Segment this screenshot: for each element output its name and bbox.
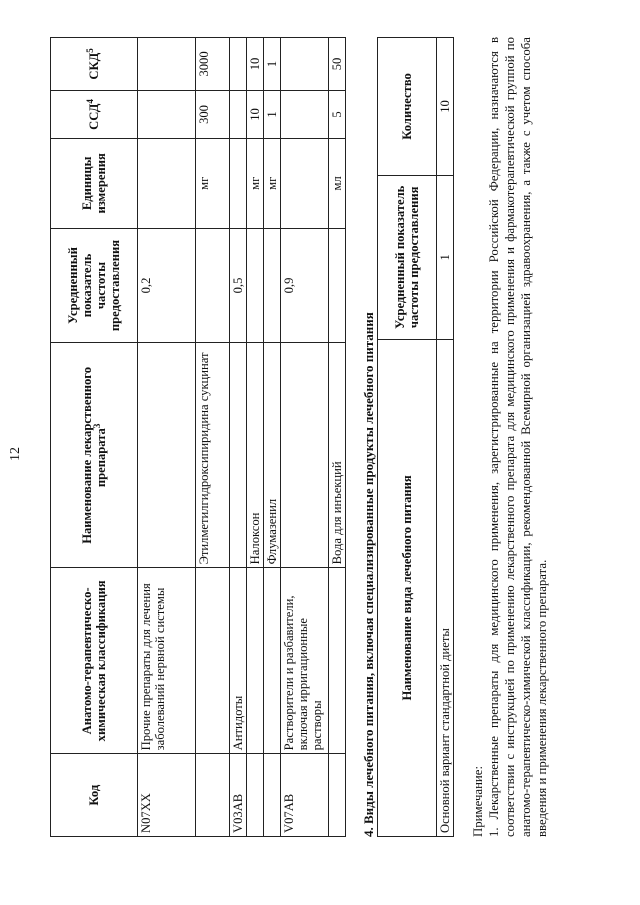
cell-sdd: 5 xyxy=(329,90,346,138)
cell-skd xyxy=(281,38,329,91)
cell-skd xyxy=(230,38,247,91)
note-1: 1. Лекарственные препараты для медицинского применения, зарегистрированные на территории Российской Федерации, назначаются в соответствии с инструкцией по применению лекарственного препарата для медицинского применения и фармакотерапевтической группой по анатомо-терапевтическо-химической классификации, рекомендованной Всемирной организацией здравоохранения, а также с учетом способа введения и применения лекарственного препарата. xyxy=(487,37,549,837)
table-row xyxy=(264,38,281,837)
cell-frequency xyxy=(196,228,230,343)
cell-unit: мг xyxy=(196,139,230,229)
cell-code: V07AB xyxy=(281,754,329,837)
cell-drug xyxy=(230,343,247,568)
cell-unit xyxy=(138,139,196,229)
table-row xyxy=(230,38,247,837)
cell-sdd xyxy=(281,90,329,138)
drugs-table xyxy=(50,37,346,837)
table-row xyxy=(281,38,329,837)
cell-sdd xyxy=(138,90,196,138)
cell-drug: Вода для инъекций xyxy=(329,343,346,568)
table-row xyxy=(247,38,264,837)
cell-drug xyxy=(281,343,329,568)
cell-frequency: 0,9 xyxy=(281,228,329,343)
cell-skd xyxy=(138,38,196,91)
header-drug: Наименование лекарственного препарата$^3$ xyxy=(51,343,138,568)
header-sdd: ССД$^4$ xyxy=(51,90,138,138)
cell-sdd: 1 xyxy=(264,90,281,138)
header-atc: Анатомо-терапевтическо-химическая классификация xyxy=(51,568,138,754)
page-number: 12 xyxy=(8,447,23,461)
cell-atc: Прочие препараты для лечения заболеваний нервной системы xyxy=(138,568,196,754)
nutrition-table xyxy=(377,37,454,837)
cell-unit xyxy=(281,139,329,229)
table-row xyxy=(196,38,230,837)
cell-code xyxy=(247,754,264,837)
cell-unit: мг xyxy=(264,139,281,229)
footnote-4: 4 xyxy=(84,99,95,104)
cell-frequency xyxy=(264,228,281,343)
header-frequency: Усредненный показатель частоты предоставления xyxy=(378,175,437,339)
cell-skd: 3000 xyxy=(196,38,230,91)
table-header-row xyxy=(51,38,138,837)
cell-code: N07XX xyxy=(138,754,196,837)
cell-code xyxy=(329,754,346,837)
cell-drug xyxy=(138,343,196,568)
header-quantity: Количество xyxy=(378,38,437,176)
cell-frequency xyxy=(329,228,346,343)
cell-skd: 1 xyxy=(264,38,281,91)
cell-frequency: 0,2 xyxy=(138,228,196,343)
cell-quantity: 10 xyxy=(437,38,454,176)
cell-nutrition-name: Основной вариант стандартной диеты xyxy=(437,339,454,836)
cell-unit xyxy=(230,139,247,229)
table-row xyxy=(138,38,196,837)
header-unit: Единицы измерения xyxy=(51,139,138,229)
cell-atc: Антидоты xyxy=(230,568,247,754)
header-skd: СКД$^5$ xyxy=(51,38,138,91)
cell-code xyxy=(264,754,281,837)
cell-drug: Налоксон xyxy=(247,343,264,568)
cell-sdd: 10 xyxy=(247,90,264,138)
notes xyxy=(470,37,550,837)
notes-title: Примечание: xyxy=(471,766,485,837)
cell-atc xyxy=(264,568,281,754)
cell-skd: 10 xyxy=(247,38,264,91)
header-nutrition-name: Наименование вида лечебного питания xyxy=(378,339,437,836)
cell-unit: мл xyxy=(329,139,346,229)
footnote-3: 3 xyxy=(91,423,102,429)
section-4-title: 4. Виды лечебного питания, включая специализированные продукты лечебного питания xyxy=(361,312,376,837)
cell-atc xyxy=(247,568,264,754)
header-code: Код xyxy=(51,754,138,837)
cell-drug: Этилметилгидроксипиридина сукцинат xyxy=(196,343,230,568)
cell-frequency xyxy=(247,228,264,343)
cell-sdd: 300 xyxy=(196,90,230,138)
cell-code: V03AB xyxy=(230,754,247,837)
cell-atc xyxy=(196,568,230,754)
cell-frequency: 1 xyxy=(437,175,454,339)
cell-skd: 50 xyxy=(329,38,346,91)
cell-atc xyxy=(329,568,346,754)
header-frequency: Усредненный показатель частоты предоставления xyxy=(51,228,138,343)
cell-unit: мг xyxy=(247,139,264,229)
cell-atc: Растворители и разбавители, включая ирригационные растворы xyxy=(281,568,329,754)
cell-sdd xyxy=(230,90,247,138)
cell-code xyxy=(196,754,230,837)
table-row xyxy=(437,38,454,837)
table-row xyxy=(329,38,346,837)
footnote-5: 5 xyxy=(84,48,95,53)
table-header-row xyxy=(378,38,437,837)
cell-drug: Флумазенил xyxy=(264,343,281,568)
cell-frequency: 0,5 xyxy=(230,228,247,343)
